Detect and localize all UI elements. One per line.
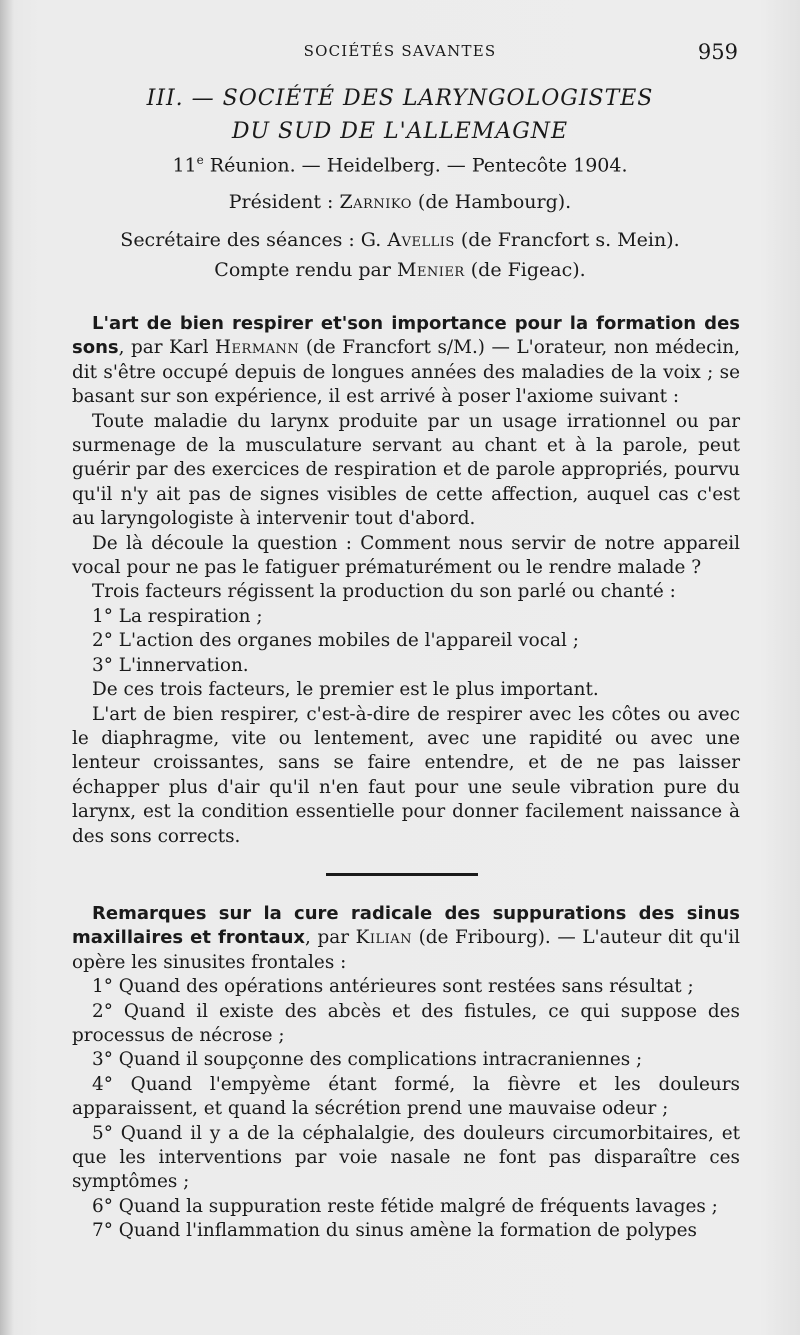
article-1-intro [72, 312, 740, 410]
article-1 [72, 312, 740, 849]
president-line [0, 190, 800, 214]
article-1-p1: Toute maladie du larynx produite par un usage irrationnel ou par surmenage de la musculature servant au chant et à la parole, peut guérir par des exercices de respiration et de parole appropriés, pourvu qu'il n'y ait pas de signes visibles de cette affection, auquel cas c'est au laryngologiste à intervenir tout d'abord. [72, 410, 740, 530]
article-1-intro-text: (de Francfort s/M.) — L'orateur, non médecin, dit s'être occupé depuis de longues années des maladies de la voix ; se basant sur son expérience, il est arrivé à poser l'axiome suivant : [72, 337, 740, 408]
article-2-by: , par [305, 927, 356, 949]
article-2-intro [72, 902, 740, 975]
running-header [0, 40, 800, 70]
section-divider [326, 873, 478, 876]
president-label: Président : [228, 191, 340, 213]
report-label: Compte rendu par [214, 259, 397, 281]
meeting-sup: e [196, 153, 204, 167]
article-1-p5: L'art de bien respirer, c'est-à-dire de respirer avec les côtes ou avec le diaphragme, vite ou lentement, avec une rapidité ou avec une lenteur croissantes, sans se faire entendre, et de ne pas laisser échapper plus d'air qu'il n'en faut pour une seule vibration pure du larynx, est la condition essentielle pour donner facilement naissance à des sons corrects. [72, 703, 740, 847]
section-title-line2: DU SUD DE L'ALLEMAGNE [231, 119, 569, 144]
section-heading [0, 82, 800, 148]
secretary-line [0, 228, 800, 252]
article-1-item3: 3° L'innervation. [92, 654, 249, 676]
article-1-p2: De là découle la question : Comment nous servir de notre appareil vocal pour ne pas le fatiguer prématurément ou le rendre malade ? [72, 532, 740, 579]
article-1-item1: 1° La respiration ; [92, 605, 263, 627]
meeting-details: Réunion. — Heidelberg. — Pentecôte 1904. [203, 154, 628, 177]
article-1-item2: 2° L'action des organes mobiles de l'appareil vocal ; [92, 630, 579, 652]
article-1-by: , par Karl [118, 337, 216, 359]
article-2-title: Remarques sur la cure radicale des suppurations des sinus maxillaires et frontaux [72, 903, 740, 949]
president-origin: (de Hambourg). [411, 191, 572, 213]
secretary-origin: (de Francfort s. Mein). [454, 229, 680, 251]
report-line [0, 258, 800, 282]
article-2 [72, 902, 740, 1244]
article-2-item5: 5° Quand il y a de la céphalalgie, des douleurs circumorbitaires, et que les interventions par voie nasale ne font pas disparaître ces symptômes ; [72, 1122, 740, 1193]
article-2-item2: 2° Quand il existe des abcès et des fistules, ce qui suppose des processus de nécrose ; [72, 1000, 740, 1047]
article-1-title: L'art de bien respirer et'son importance pour la formation des sons [72, 313, 740, 359]
president-name: Zarniko [339, 191, 412, 213]
article-1-author: Hermann [215, 337, 300, 359]
article-1-p3: Trois facteurs régissent la production du son parlé ou chanté : [92, 581, 676, 603]
article-2-item7: 7° Quand l'inflammation du sinus amène la formation de polypes [92, 1220, 697, 1242]
article-2-intro-text: (de Fribourg). — L'auteur dit qu'il opère les sinusites frontales : [72, 927, 740, 973]
secretary-name: Avellis [387, 229, 455, 251]
report-origin: (de Figeac). [464, 259, 586, 281]
secretary-label: Secrétaire des séances : G. [120, 229, 388, 251]
meeting-number: 11 [172, 154, 197, 177]
article-1-p4: De ces trois facteurs, le premier est le plus important. [92, 679, 599, 701]
running-title: SOCIÉTÉS SAVANTES [303, 42, 497, 60]
report-name: Menier [396, 259, 465, 281]
page-number: 959 [697, 40, 738, 64]
article-2-item4: 4° Quand l'empyème étant formé, la fièvre et les douleurs apparaissent, et quand la sécrétion prend une mauvaise odeur ; [72, 1073, 740, 1120]
article-2-author: Kilian [355, 927, 413, 949]
article-2-item6: 6° Quand la suppuration reste fétide malgré de fréquents lavages ; [92, 1195, 718, 1217]
meeting-line [0, 148, 800, 177]
article-2-item3: 3° Quand il soupçonne des complications intracraniennes ; [92, 1049, 643, 1071]
section-title-line1: III. — SOCIÉTÉ DES LARYNGOLOGISTES [146, 86, 654, 111]
article-2-item1: 1° Quand des opérations antérieures sont restées sans résultat ; [92, 976, 694, 998]
